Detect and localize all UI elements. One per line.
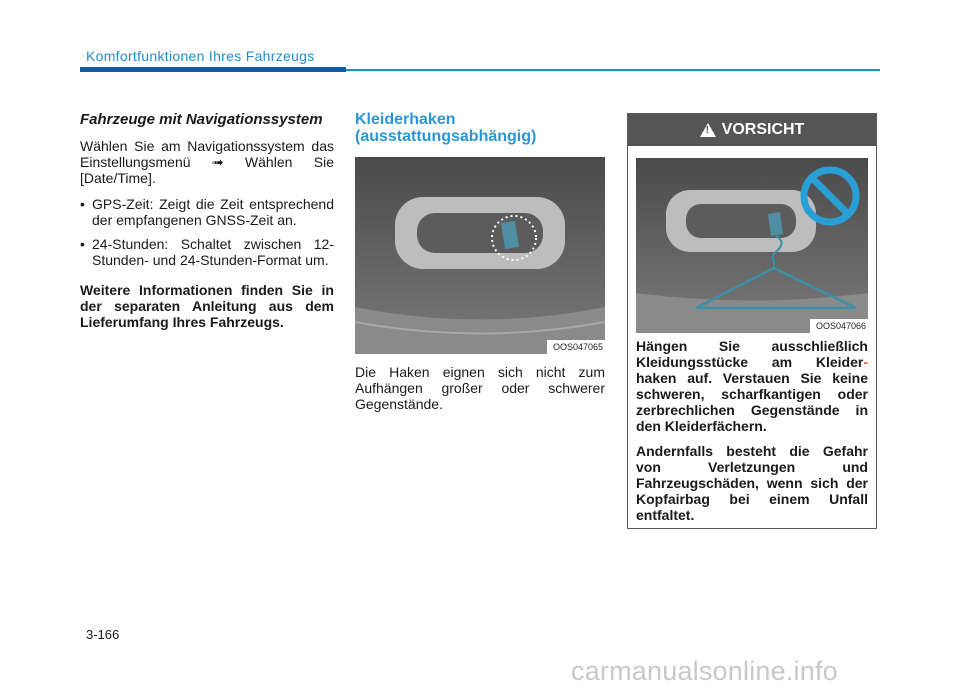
section-header-title: Komfortfunktionen Ihres Fahrzeugs [86,48,315,64]
watermark: carmanualsonline.info [571,656,838,686]
page-number: 3-166 [86,627,120,642]
list-item: • GPS-Zeit: Zeigt die Zeit entsprechend der empfangenen GNSS-Zeit an. [80,196,334,228]
section-title-line2: (ausstattungsabhängig) [355,128,537,145]
caution-para1-end: haken auf. Verstauen Sie keine schweren, scharfkantigen oder zerbrechlichen Gegenstände in den Kleiderfächern. [636,370,868,434]
coat-hook-figure [355,157,605,354]
caution-header [628,114,876,146]
section-title-line1: Kleiderhaken [355,111,456,128]
subheading-navigation: Fahrzeuge mit Navigationssystem [80,111,323,128]
caution-heading: VORSICHT [721,121,805,138]
section-title [355,111,605,145]
caution-para1-start: Hängen Sie ausschließlich Kleidungsstücke am Kleider [636,338,868,370]
header-rule [346,69,880,71]
caution-paragraph-2: Andernfalls besteht die Gefahr von Verletzungen und Fahrzeugschäden, wenn sich der Kopfairbag bei einem Unfall entfaltet. [636,443,868,523]
hook-description: Die Haken eignen sich nicht zum Aufhängen großer oder schwerer Gegenstände. [355,364,605,412]
bullet-list [80,196,334,268]
hanger-prohibited-illustration [636,158,868,333]
warning-triangle-icon [700,123,716,137]
list-item: • 24-Stunden: Schaltet zwischen 12-Stunden- und 24-Stunden-Format um. [80,236,334,268]
figure-code: OOS047065 [547,340,605,354]
info-note: Weitere Informationen finden Sie in der separaten Anleitung aus dem Lieferumfang Ihres Fahrzeugs. [80,282,334,330]
middle-column [355,111,605,422]
caution-figure-code: OOS047066 [810,319,868,333]
caution-paragraph-1 [636,338,868,434]
caution-figure [636,158,868,333]
caution-hyphen: - [863,354,868,370]
caution-box [627,113,877,529]
left-column [80,111,334,340]
caution-text [636,338,868,532]
intro-paragraph: Wählen Sie am Navigationssystem das Einstellungsmenü ➟ Wählen Sie [Date/Time]. [80,138,334,186]
header-accent-bar [80,67,346,72]
coat-hook-illustration [355,157,605,354]
